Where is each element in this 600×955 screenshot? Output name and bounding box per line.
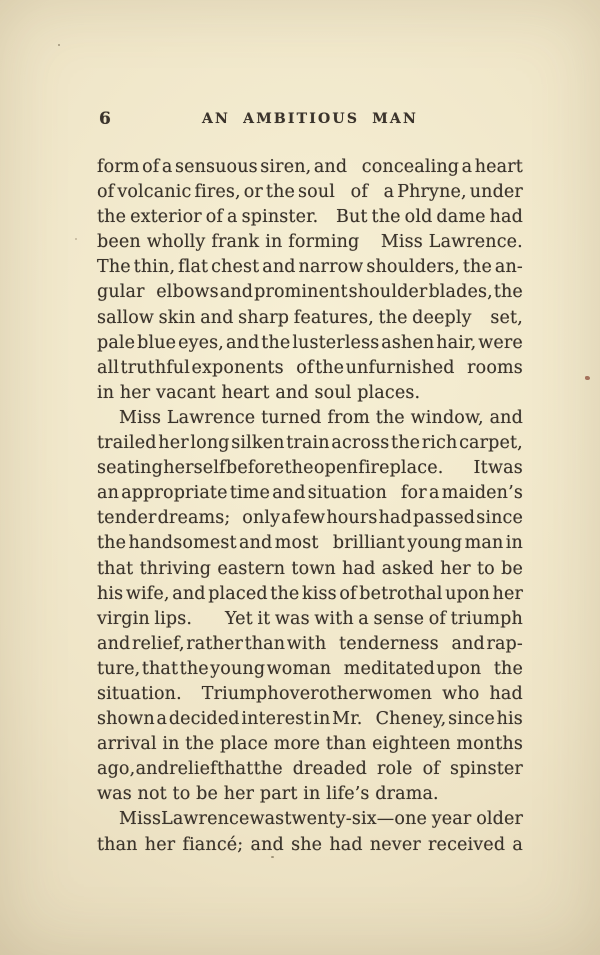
page-line: The thin, flat chest and narrow shoulders, the an- <box>97 257 523 278</box>
paper-speck <box>58 44 60 46</box>
page-line: been wholly frank in forming Miss Lawrence. <box>97 232 523 253</box>
page-line: was not to be her part in life’s drama. <box>97 784 439 805</box>
paper-speck <box>75 238 77 240</box>
page-line: of volcanic fires, or the soul of a Phryne, under <box>97 182 523 203</box>
page-line: form of a sensuous siren, and concealing a heart <box>97 157 523 177</box>
page-number: 6 <box>99 109 112 129</box>
paper-speck <box>271 856 274 858</box>
header-title: AN AMBITIOUS MAN <box>202 111 418 127</box>
page-line: and relief, rather than with tenderness and rap- <box>97 633 523 654</box>
page-line: his wife, and placed the kiss of betrothal upon her <box>97 583 523 604</box>
page-line: trailed her long silken train across the rich carpet, <box>97 433 523 454</box>
page-line: shown a decided interest in Mr. Cheney, since his <box>97 709 523 730</box>
page-line: the handsomest and most brilliant young man in <box>97 533 523 554</box>
page-line: all truthful exponents of the unfurnished rooms <box>97 357 523 378</box>
page-line: pale blue eyes, and the lusterless ashen hair, were <box>97 332 523 353</box>
text-block <box>97 155 523 858</box>
page-line: gular elbows and prominent shoulder blades, the <box>97 282 523 303</box>
page-line: that thriving eastern town had asked her to be <box>97 558 523 579</box>
page-line: than her fiancé; and she had never received a <box>97 834 523 855</box>
page-line: virgin lips. Yet it was with a sense of triumph <box>97 608 523 629</box>
page-line: ture, that the young woman meditated upon the <box>97 658 523 679</box>
page-line: an appropriate time and situation for a maiden’s <box>97 483 523 504</box>
page-line: Miss Lawrence turned from the window, and <box>119 407 523 428</box>
page-line: sallow skin and sharp features, the deeply set, <box>97 307 523 328</box>
page-line: ago, and relief that the dreaded role of spinster <box>97 759 523 780</box>
page-line: in her vacant heart and soul places. <box>97 382 421 403</box>
page-line: the exterior of a spinster. But the old dame had <box>97 207 523 228</box>
page-line: arrival in the place more than eighteen months <box>97 734 523 755</box>
paper-speck <box>585 376 590 380</box>
running-header <box>97 108 523 130</box>
page-line: Miss Lawrence was twenty-six—one year older <box>119 809 523 830</box>
page-line: seating herself before the open fireplace. It was <box>97 458 523 479</box>
page-line: situation. Triumph over other women who had <box>97 683 523 704</box>
page-line: tender dreams; only a few hours had passed since <box>97 508 523 529</box>
